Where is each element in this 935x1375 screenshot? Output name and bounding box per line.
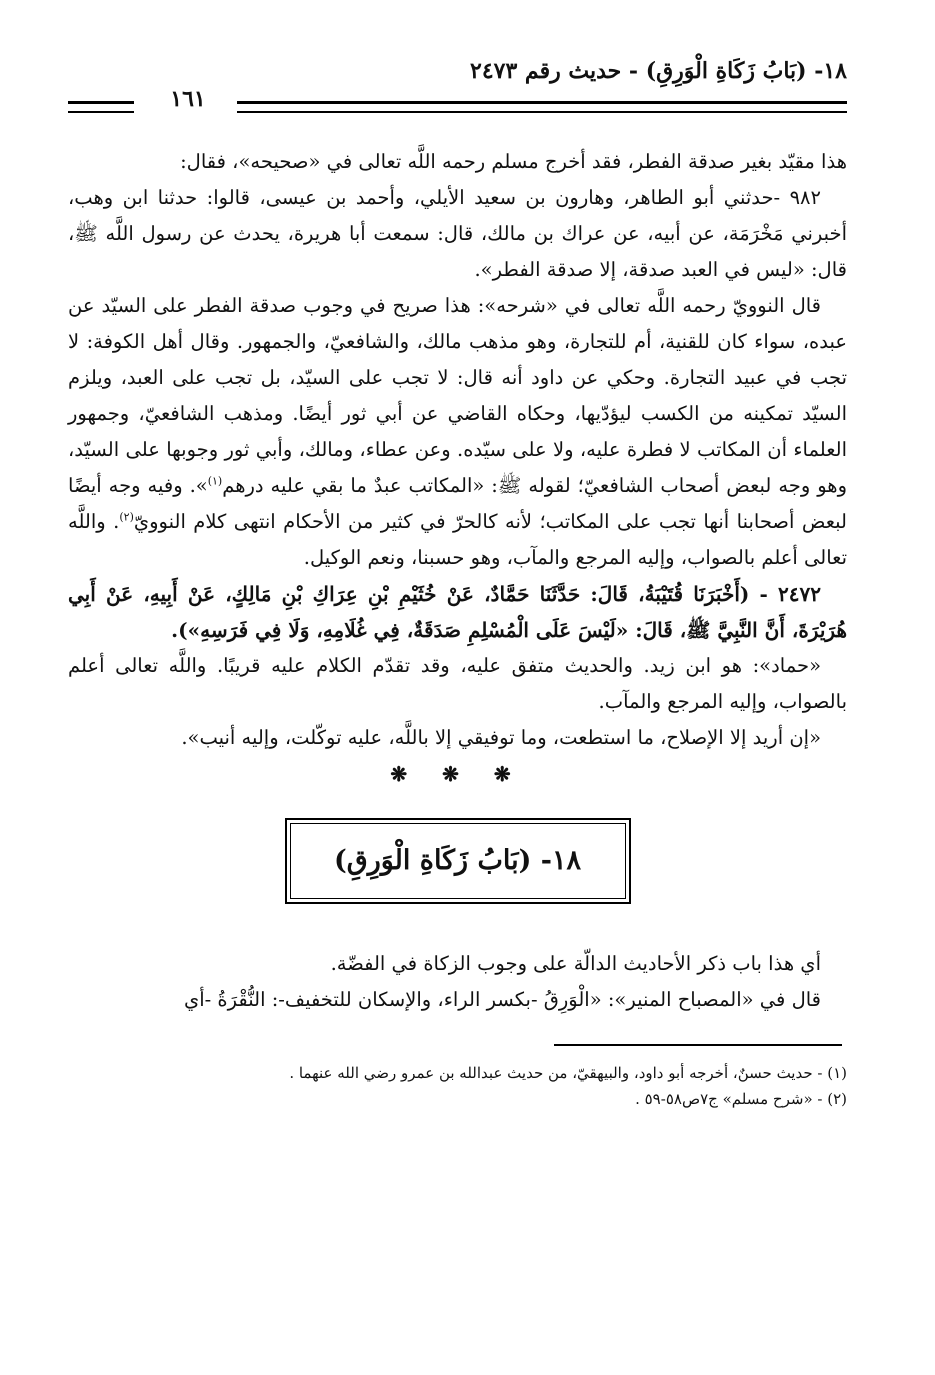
paragraph-closing-dua: «إن أريد إلا الإصلاح، ما استطعت، وما توفيقي إلا باللَّه، عليه توكّلت، وإليه أنيب». — [181, 726, 821, 749]
footnote-ref-1: (١) — [207, 474, 223, 488]
header-rule-left — [68, 101, 134, 113]
chapter-heading-box — [285, 818, 631, 904]
paragraph-hadith-2472: ٢٤٧٢ - (أَخْبَرَنَا قُتَيْبَةُ، قَالَ: حَدَّثَنَا حَمَّادٌ، عَنْ خُثَيْمِ بْنِ عِرَاكِ بْنِ مَالِكٍ، عَنْ أَبِيهِ، عَنْ أَبِي هُرَيْرَةَ، أَنَّ النَّبِيَّ ﷺ، قَالَ: «لَيْسَ عَلَى الْمُسْلِمِ صَدَقَةٌ، فِي غُلَامِهِ، وَلَا فِي فَرَسِهِ»). — [68, 582, 847, 642]
paragraph-nawawi-commentary — [68, 288, 847, 576]
commentary-part-1: قال النوويّ رحمه اللَّه تعالى في «شرحه»: هذا صريح في وجوب صدقة الفطر على السيّد عن عبده، سواء كان للقنية، أم للتجارة، وهو مذهب مالك، والشافعيّ، والجمهور. وقال أهل الكوفة: لا تجب في عبيد التجارة. وحكي عن داود أنه قال: لا تجب على السيّد، بل تجب على العبد، ويلزم السيّد تمكينه من الكسب ليؤدّيها، وحكاه القاضي عن أبي ثور أيضًا. ومذهب الشافعيّ، وجمهور العلماء أن المكاتب لا فطرة عليه، ولا على سيّده. وعن عطاء، ومالك، وأبي ثور وجوبها على السيّد، وهو وجه لبعض أصحاب الشافعيّ؛ لقوله ﷺ: «المكاتب عبدٌ ما بقي عليه درهم — [68, 294, 847, 497]
footnote-divider — [554, 1044, 842, 1046]
section-paragraph-1: أي هذا باب ذكر الأحاديث الدالّة على وجوب الزكاة في الفضّة. — [330, 952, 821, 975]
main-text — [68, 144, 847, 1112]
commentary-part-2: ». وفيه وجه أيضًا لبعض أصحابنا أنها تجب على المكاتب؛ لأنه كالحرّ في كثير من الأحكام انتهى كلام النوويّ — [68, 474, 847, 533]
commentary-part-3: . واللَّه تعالى أعلم بالصواب، وإليه المرجع والمآب، وهو حسبنا، ونعم الوكيل. — [68, 510, 847, 569]
chapter-heading: ١٨- (بَابُ زَكَاةِ الْوَرِقِ) — [290, 823, 626, 899]
footnotes — [68, 1060, 847, 1112]
header-rule-right — [237, 101, 847, 113]
running-header-title: ١٨- (بَابُ زَكَاةِ الْوَرِقِ) - حديث رقم ٢٤٧٣ — [470, 58, 847, 84]
paragraph-intro: هذا مقيّد بغير صدقة الفطر، فقد أخرج مسلم رحمه اللَّه تعالى في «صحيحه»، فقال: — [180, 150, 847, 173]
page — [68, 58, 847, 1375]
footnote-2: (٢) - «شرح مسلم» ج٧ص٥٨-٥٩ . — [635, 1090, 847, 1108]
paragraph-hadith-982: ٩٨٢ -حدثني أبو الطاهر، وهارون بن سعيد الأيلي، وأحمد بن عيسى، قالوا: حدثنا ابن وهب، أخبرني مَخْرَمَة، عن أبيه، عن عراك بن مالك، قال: سمعت أبا هريرة، يحدث عن رسول اللَّه ﷺ، قال: «ليس في العبد صدقة، إلا صدقة الفطر». — [68, 186, 847, 281]
footnote-1: (١) - حديث حسنٌ، أخرجه أبو داود، والبيهقيّ، من حديث عبدالله بن عمرو رضي الله عنهما . — [289, 1064, 847, 1082]
section-text — [68, 946, 847, 1018]
paragraph-hammad-note: «حماد»: هو ابن زيد. والحديث متفق عليه، وقد تقدّم الكلام عليه قريبًا. واللَّه تعالى أعلم بالصواب، وإليه المرجع والمآب. — [68, 654, 847, 713]
section-separator: ❋ ❋ ❋ — [390, 762, 525, 786]
section-paragraph-2: قال في «المصباح المنير»: «الْوَرِقُ -بكسر الراء، والإسكان للتخفيف-: النُّقْرَةُ -أي — [183, 988, 821, 1011]
footnote-ref-2: (٢) — [119, 510, 134, 524]
page-number: ١٦١ — [170, 86, 206, 112]
header-rule — [68, 86, 847, 116]
